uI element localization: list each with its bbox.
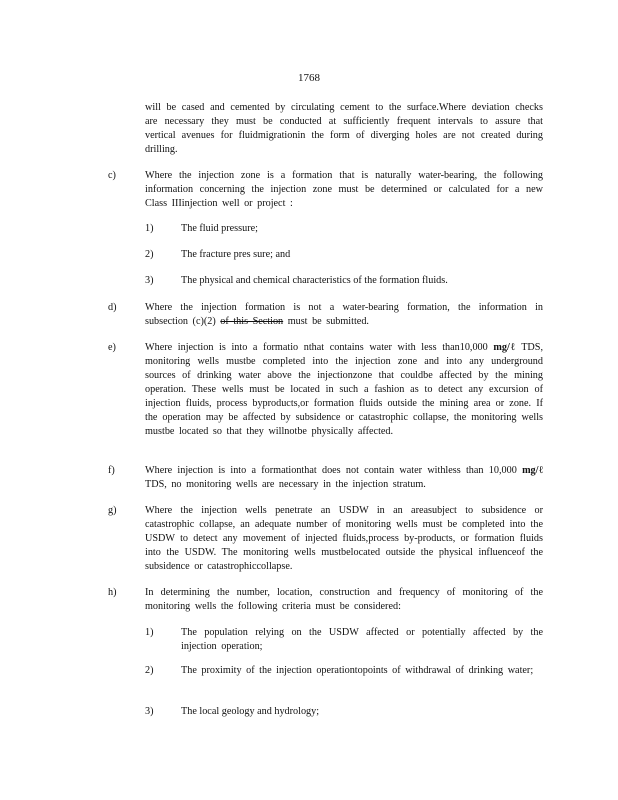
section-e-label: e) <box>108 342 116 353</box>
page-number: 1768 <box>298 72 320 84</box>
section-f-text-b: TDS, no monitoring wells are necessary in the injection stratum. <box>145 479 426 490</box>
section-d-text-b: must be submitted. <box>287 316 369 327</box>
section-e-text-a: Where injection is into a formatio nthat contains water with less than10,000 <box>145 342 488 353</box>
section-h-item-1-label: 1) <box>145 627 154 638</box>
section-f-unit: mg/ℓ <box>522 465 544 476</box>
section-c-item-1-label: 1) <box>145 223 154 234</box>
section-c-text: Where the injection zone is a formation that is naturally water-bearing, the following information concerning the injection zone must be determined or calculated for a new Class IIIinjection well or project : <box>145 170 543 209</box>
section-c-item-1-text: The fluid pressure; <box>181 223 258 234</box>
section-d-text <box>145 301 543 329</box>
section-d-label: d) <box>108 302 117 313</box>
section-c-item-3-label: 3) <box>145 275 154 286</box>
section-d-strikethrough: of this Section <box>220 316 284 327</box>
section-c-item-2-label: 2) <box>145 249 154 260</box>
section-d-text-a: Where the injection formation is not a water-bearing formation, the information in subsection (c)(2) <box>145 302 543 327</box>
section-g-text: Where the injection wells penetrate an USDW in an areasubject to subsidence or catastrophic collapse, an adequate number of monitoring wells must be completed into the USDW to detect any movement of injected fluids,process by-products, or formation fluids into the USDW. The monitoring wells mustbelocated outside the physical influenceof the subsidence or catastrophiccollapse. <box>145 505 543 572</box>
section-h-item-3-label: 3) <box>145 706 154 717</box>
section-f-text <box>145 464 543 492</box>
section-e-text-b: TDS, monitoring wells mustbe completed into the injection zone and into any underground sources of drinking water above the injectionzone that couldbe affected by the mining operation. These wells must be located in such a fashion as to detect any excursion of injection fluids, process byproducts,or formation fluids outside the mining area or zone. If the operation may be affected by subsidence or catastrophic collapse, the monitoring wells mustbe located so that they willnotbe physically affected. <box>145 342 543 437</box>
section-f-label: f) <box>108 465 115 476</box>
section-e-text <box>145 341 543 439</box>
section-h-label: h) <box>108 587 117 598</box>
section-h-text: In determining the number, location, construction and frequency of monitoring of the monitoring wells the following criteria must be considered: <box>145 587 543 612</box>
section-h-item-2-label: 2) <box>145 665 154 676</box>
section-f-text-a: Where injection is into a formationthat does not contain water withless than 10,000 <box>145 465 517 476</box>
section-c-label: c) <box>108 170 116 181</box>
section-h-item-3-text: The local geology and hydrology; <box>181 706 320 717</box>
section-c-item-3-text: The physical and chemical characteristics of the formation fluids. <box>181 275 448 286</box>
section-h-item-1-text: The population relying on the USDW affected or potentially affected by the injection operation; <box>181 627 543 652</box>
section-c-item-2-text: The fracture pres sure; and <box>181 249 291 260</box>
section-g-label: g) <box>108 505 117 516</box>
section-e-unit: mg/ℓ <box>493 342 516 353</box>
intro-paragraph: will be cased and cemented by circulating cement to the surface.Where deviation checks are necessary they must be conducted at sufficiently frequent intervals to assure that vertical avenues for fluidmigrationin the form of diverging holes are not created during drilling. <box>145 102 543 155</box>
section-h-item-2-text: The proximity of the injection operationtopoints of withdrawal of drinking water; <box>181 665 534 676</box>
